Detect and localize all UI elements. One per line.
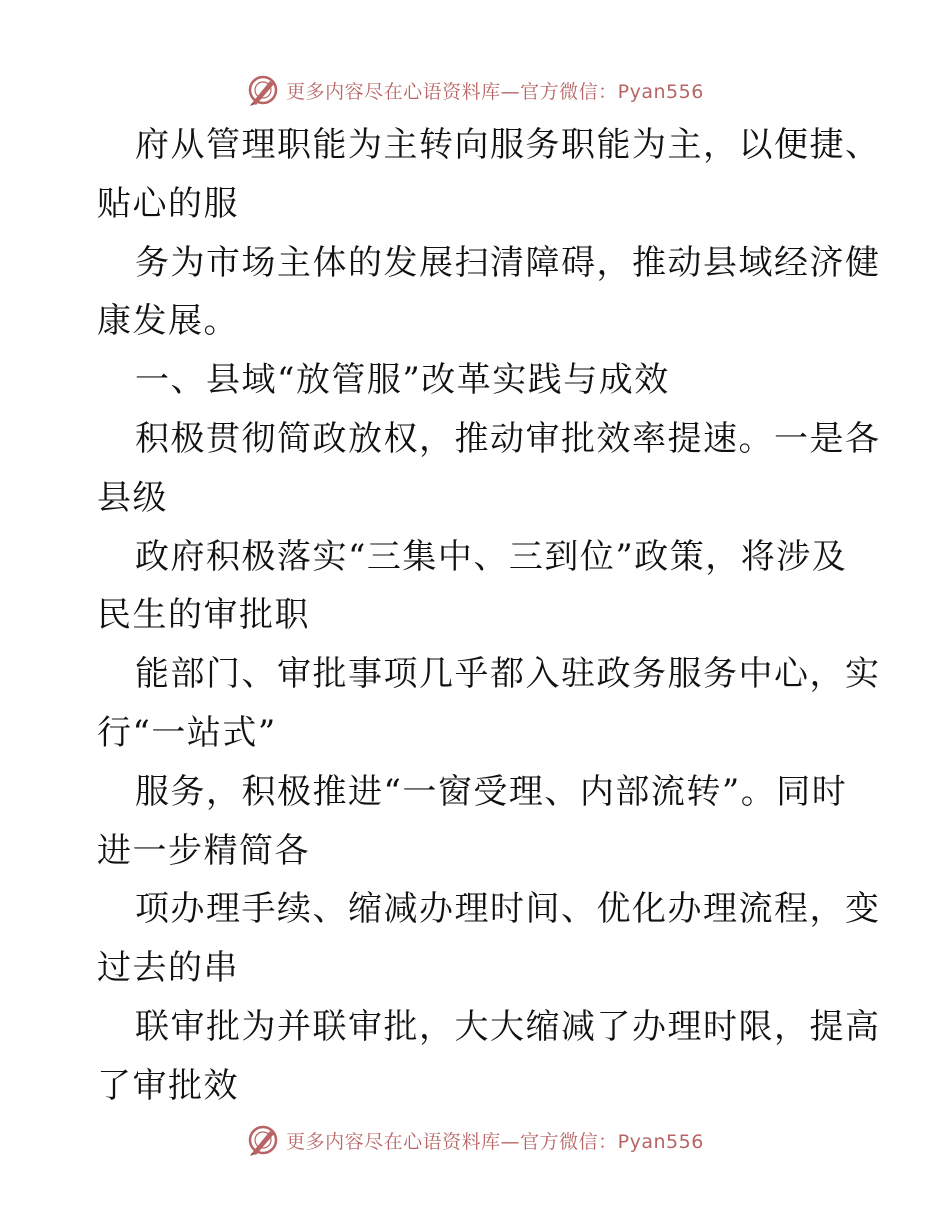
footer-watermark	[0, 1120, 950, 1160]
text-line: 进一步精简各	[97, 830, 310, 871]
text-line: 民生的审批职	[97, 595, 310, 636]
pen-logo-icon	[246, 1123, 280, 1157]
text-line: 积极贯彻简政放权，推动审批效率提速。一是各	[135, 418, 881, 459]
text-line: 了审批效	[97, 1065, 239, 1106]
watermark-text: 更多内容尽在心语资料库—官方微信：Pyan556	[286, 80, 704, 103]
text-line: 贴心的服	[97, 183, 239, 224]
text-line: 过去的串	[97, 948, 239, 989]
text-line: 服务，积极推进“一窗受理、内部流转”。同时	[135, 771, 848, 812]
text-line: 行“一站式”	[97, 712, 277, 753]
header-watermark	[0, 70, 950, 110]
text-line: 联审批为并联审批，大大缩减了办理时限，提高	[135, 1006, 881, 1047]
text-line: 县级	[97, 477, 168, 518]
text-line: 政府积极落实“三集中、三到位”政策，将涉及	[135, 536, 848, 577]
text-line: 项办理手续、缩减办理时间、优化办理流程，变	[135, 889, 881, 930]
document-body	[97, 116, 881, 1116]
section-heading: 一、县域“放管服”改革实践与成效	[135, 360, 670, 401]
text-line: 康发展。	[97, 301, 239, 342]
text-line: 务为市场主体的发展扫清障碍，推动县域经济健	[135, 242, 881, 283]
pen-logo-icon	[246, 73, 280, 107]
watermark-text: 更多内容尽在心语资料库—官方微信：Pyan556	[286, 1130, 704, 1153]
text-line: 府从管理职能为主转向服务职能为主，以便捷、	[135, 125, 881, 165]
text-line: 能部门、审批事项几乎都入驻政务服务中心，实	[135, 654, 881, 695]
